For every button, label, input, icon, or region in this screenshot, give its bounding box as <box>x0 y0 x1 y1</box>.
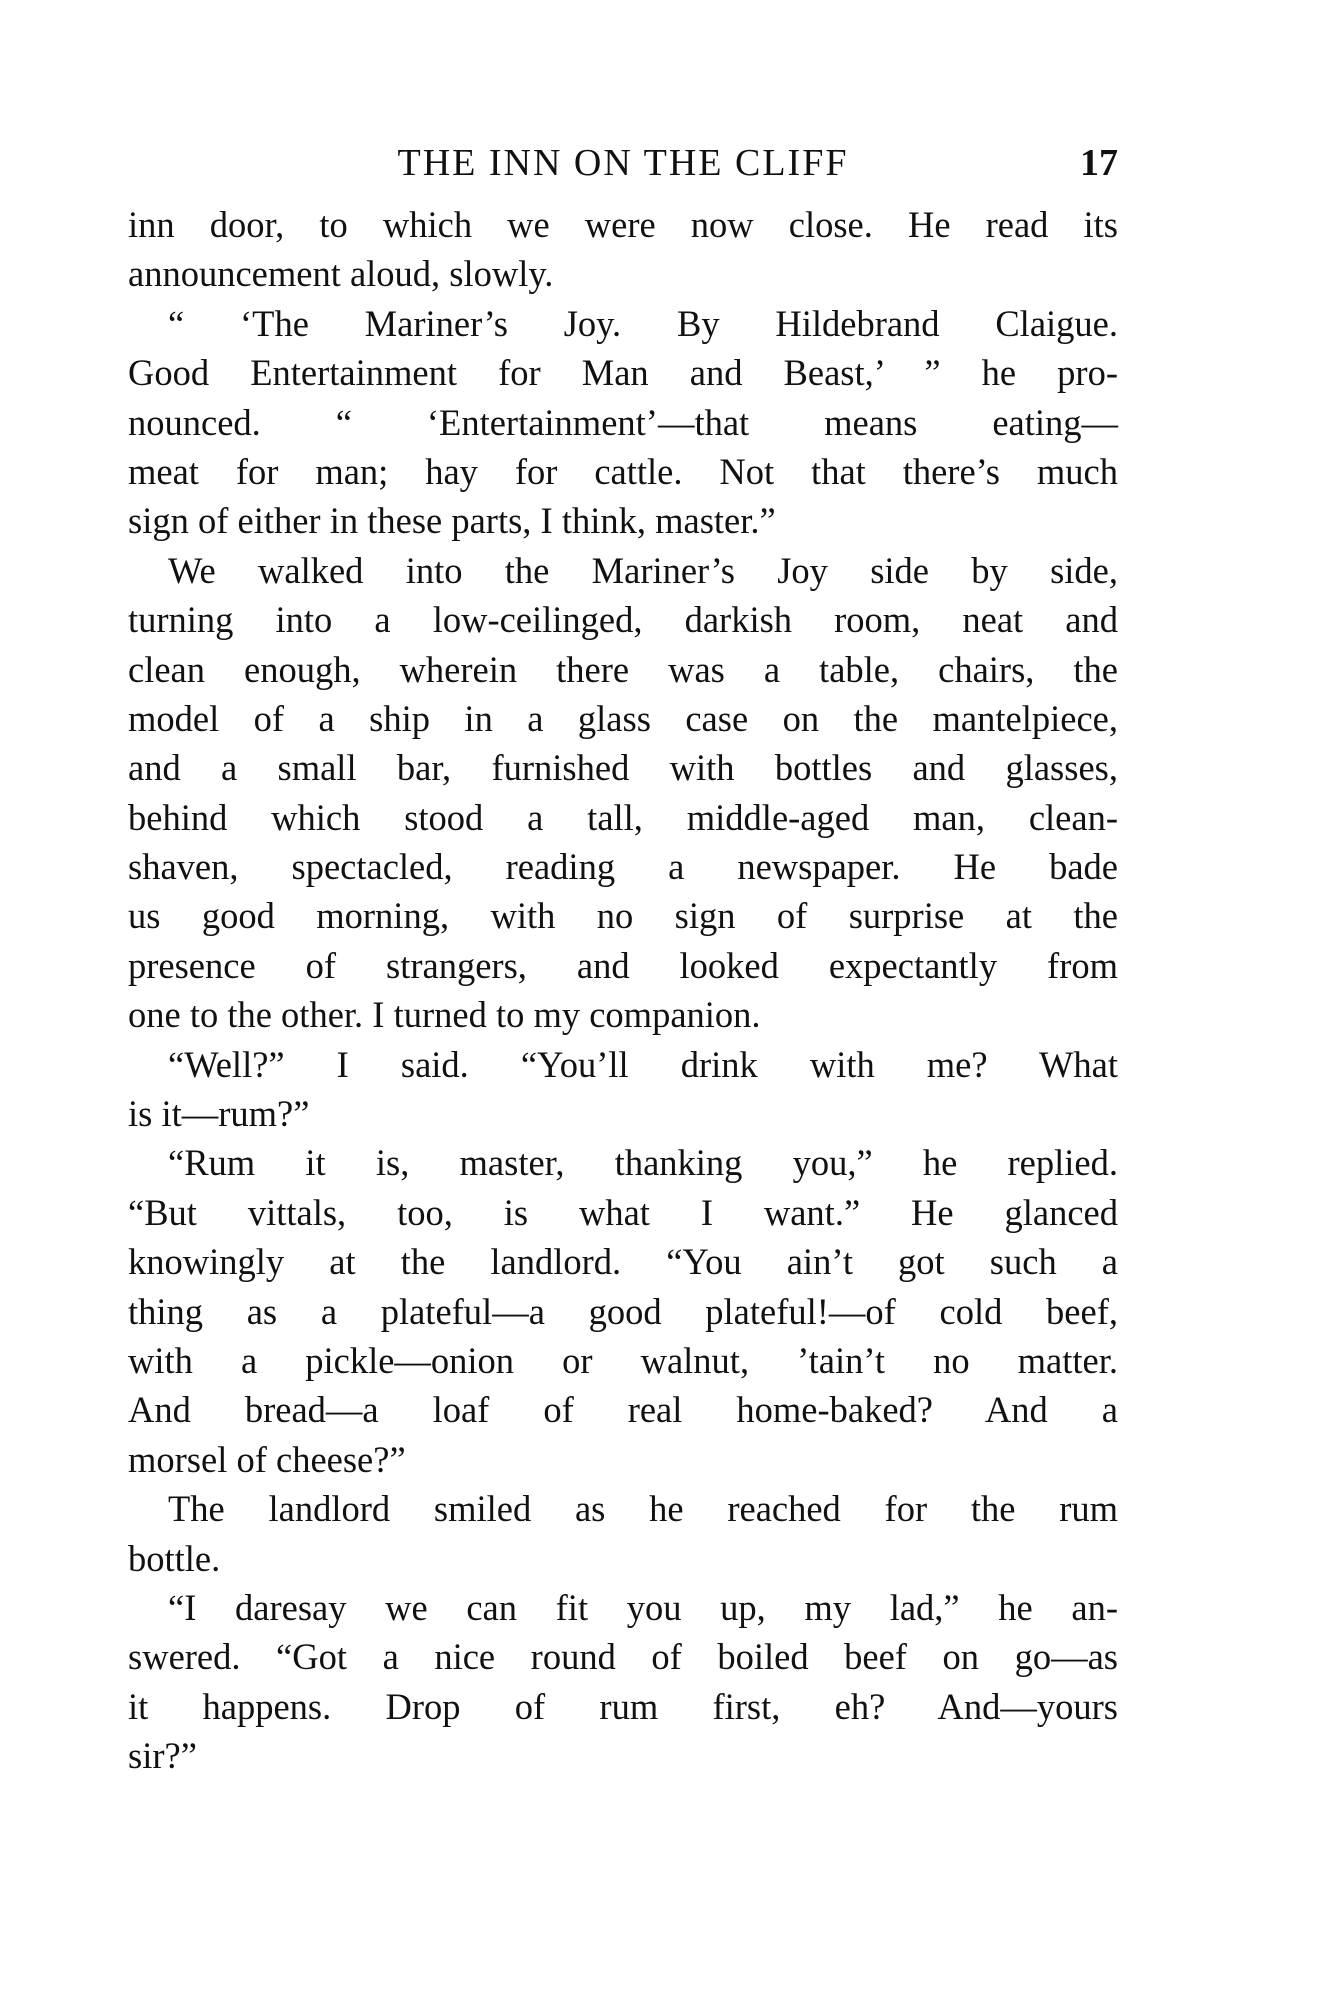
page-number: 17 <box>1080 142 1118 184</box>
text-line: clean enough, wherein there was a table, chairs, the <box>128 648 1118 690</box>
text-line: sir?” <box>128 1735 197 1777</box>
text-line: with a pickle—onion or walnut, ’tain’t no matter. <box>128 1339 1118 1381</box>
text-line: sign of either in these parts, I think, master.” <box>128 500 776 542</box>
text-line: presence of strangers, and looked expectantly from <box>128 944 1118 986</box>
text-line: “I daresay we can fit you up, my lad,” he an- <box>168 1586 1118 1628</box>
text-line: thing as a plateful—a good plateful!—of cold beef, <box>128 1290 1118 1332</box>
text-line: shaven, spectacled, reading a newspaper. He bade <box>128 846 1118 888</box>
text-line: swered. “Got a nice round of boiled beef on go—as <box>128 1636 1118 1678</box>
text-line: model of a ship in a glass case on the mantelpiece, <box>128 697 1118 739</box>
text-line: us good morning, with no sign of surprise at the <box>128 895 1118 937</box>
text-line: And bread—a loaf of real home-baked? And a <box>128 1389 1118 1431</box>
text-line: “Well?” I said. “You’ll drink with me? What <box>168 1043 1118 1085</box>
body-text <box>128 200 1118 1781</box>
text-line: We walked into the Mariner’s Joy side by side, <box>168 549 1118 591</box>
text-line: “Rum it is, master, thanking you,” he replied. <box>168 1142 1118 1184</box>
text-line: “ ‘The Mariner’s Joy. By Hildebrand Claigue. <box>168 302 1118 344</box>
text-line: knowingly at the landlord. “You ain’t got such a <box>128 1241 1118 1283</box>
text-line: announcement aloud, slowly. <box>128 253 554 295</box>
running-head <box>128 138 1118 188</box>
text-line: inn door, to which we were now close. He read its <box>128 204 1118 245</box>
text-line: meat for man; hay for cattle. Not that there’s much <box>128 450 1118 492</box>
text-line: Good Entertainment for Man and Beast,’ ” he pro- <box>128 352 1118 394</box>
text-line: is it—rum?” <box>128 1093 310 1135</box>
text-line: nounced. “ ‘Entertainment’—that means eating— <box>128 401 1118 443</box>
text-line: “But vittals, too, is what I want.” He glanced <box>128 1191 1118 1233</box>
text-line: morsel of cheese?” <box>128 1438 406 1480</box>
text-line: behind which stood a tall, middle-aged man, clean- <box>128 796 1118 838</box>
text-line: one to the other. I turned to my companion. <box>128 994 761 1036</box>
text-line: bottle. <box>128 1537 221 1579</box>
text-line: and a small bar, furnished with bottles and glasses, <box>128 747 1118 789</box>
text-line: turning into a low-ceilinged, darkish room, neat and <box>128 599 1118 641</box>
text-line: it happens. Drop of rum first, eh? And—yours <box>128 1685 1118 1727</box>
text-line: The landlord smiled as he reached for the rum <box>168 1488 1118 1530</box>
running-title: THE INN ON THE CLIFF <box>397 142 849 184</box>
